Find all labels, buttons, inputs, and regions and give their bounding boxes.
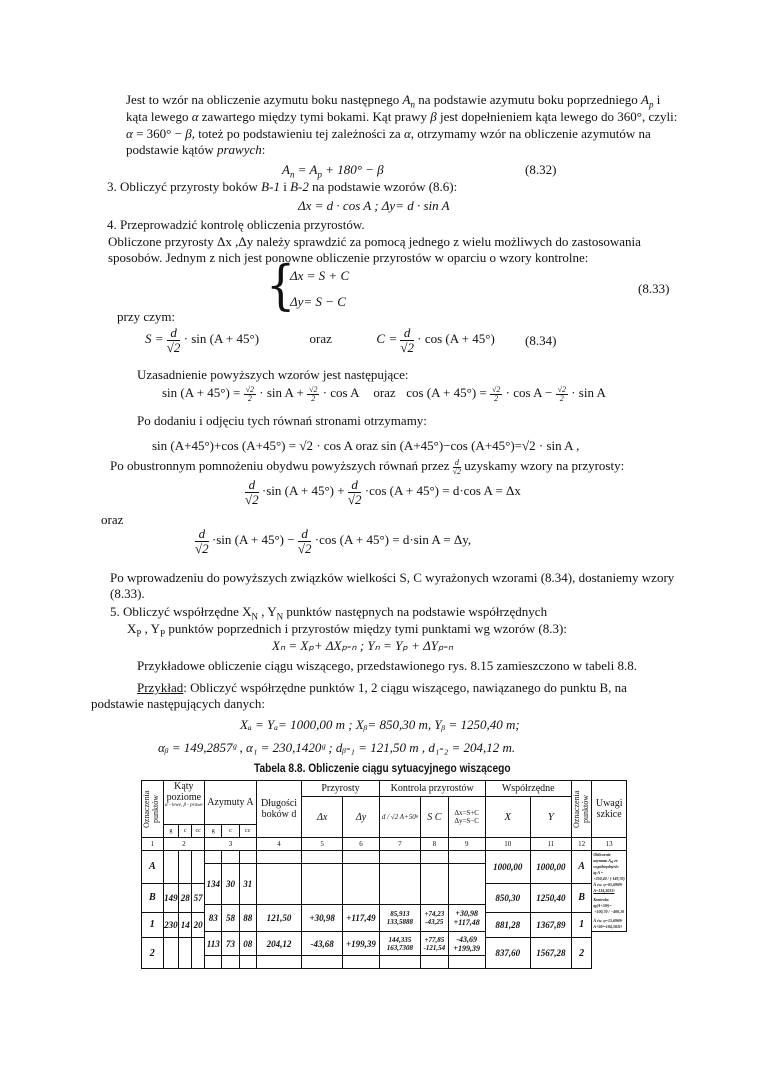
- header-notes: Uwagi szkice: [592, 781, 627, 838]
- justification: Uzasadnienie powyższych wzorów jest następujące:: [137, 367, 409, 382]
- note: A=134,3031ᵍ: [593, 888, 615, 893]
- col-num: 13: [592, 838, 627, 851]
- text: kąta lewego: [126, 109, 192, 124]
- control-line-1: Obliczone przyrosty Δx ,Δy należy sprawdzić za pomocą jednego z wielu możliwych do zastosowania: [108, 234, 641, 249]
- step-4: 4. Przeprowadzić kontrolę obliczenia przyrostów.: [107, 217, 365, 232]
- text: X: [127, 621, 137, 636]
- sym-ap-sub: p: [648, 99, 654, 110]
- col-num: 7: [379, 838, 420, 851]
- p1-x: 881,28: [485, 912, 530, 938]
- val: -43,25: [425, 918, 444, 926]
- text: na podstawie azymutu boku poprzedniego: [414, 92, 641, 107]
- sym-an-sub: n: [410, 99, 415, 110]
- b-ang-g: 149: [163, 883, 179, 912]
- eq-part: oraz: [373, 385, 396, 400]
- a-y: 1000,00: [530, 851, 571, 884]
- header-dx: Δx: [302, 797, 343, 838]
- text-italic: prawych: [216, 142, 262, 157]
- text: = 360° −: [132, 126, 186, 141]
- equation-8-34: [145, 324, 495, 355]
- sym-alpha: α: [403, 126, 411, 141]
- note: Obliczenie azymutu Aₐᵦ ze współrzędnych:: [593, 852, 619, 869]
- text: , toteż po podstawieniu tej zależności za: [191, 126, 404, 141]
- header-ctrl-3: Δx=S+C Δy=S−C: [448, 797, 485, 838]
- frac-num: √2: [245, 384, 255, 394]
- after-adding: Po dodaniu i odjęciu tych równań stronami otrzymamy:: [137, 413, 427, 428]
- note: +100,70 / −400,10: [594, 909, 625, 914]
- col-num: 9: [448, 838, 485, 851]
- val: -121,54: [423, 943, 446, 952]
- eq-part: A: [282, 162, 290, 177]
- header-length: Długości boków d: [256, 781, 301, 838]
- note: tg A =: [593, 870, 604, 875]
- eq-number: (8.33): [638, 281, 670, 296]
- note: Ā ćw. φ=65,6969ᵍ: [593, 882, 623, 887]
- eq-part: · sin A: [571, 385, 606, 400]
- val: +30,98: [455, 909, 478, 918]
- b1-az-cc: 88: [239, 905, 256, 932]
- point-1: 1: [142, 912, 164, 938]
- multiply-line: [110, 455, 624, 477]
- col-num: 8: [420, 838, 448, 851]
- frac-num: √2: [309, 384, 318, 394]
- text: punktów poprzednich i przyrostów między tymi punktami wg wzorów (8.3):: [165, 621, 567, 636]
- col-num: 3: [205, 838, 257, 851]
- intro-line-2: [126, 109, 677, 124]
- 12-ctrl-3: [448, 932, 485, 956]
- after-intro-2: (8.33).: [110, 586, 145, 601]
- eq-833-row2: Δy= S − C: [290, 294, 346, 309]
- b-ang-c: 28: [179, 883, 192, 912]
- 12-dx: -43,68: [302, 932, 343, 956]
- frac-num: d: [453, 459, 461, 468]
- eq-part: C =: [376, 331, 398, 346]
- text: Jest to wzór na obliczenie azymutu boku następnego: [126, 92, 403, 107]
- frac-den: √2: [245, 491, 259, 507]
- 12-az-cc: 08: [239, 932, 256, 956]
- example-line-2: podstawie następujących danych:: [91, 696, 265, 711]
- col-num: 6: [343, 838, 380, 851]
- point-a: A: [142, 851, 164, 884]
- text: , Y: [258, 604, 277, 619]
- frac-den: √2: [297, 540, 312, 556]
- p1-ang-g: 230: [163, 912, 179, 938]
- example-intro: Przykładowe obliczenie ciągu wiszącego, przedstawionego rys. 8.15 zamieszczono w tabeli 8.8.: [137, 658, 637, 673]
- val: 85,913: [390, 910, 410, 918]
- ab-az-cc: 31: [239, 864, 256, 905]
- equation-dx: [245, 475, 521, 507]
- frac-den: √2: [452, 466, 462, 476]
- eq-part: ·sin (A + 45°) −: [211, 532, 298, 547]
- equation-sum: sin (A+45°)+cos (A+45°) = √2 · cos A oraz sin (A+45°)−cos (A+45°)=√2 · sin A ,: [152, 438, 580, 453]
- header-y: Y: [530, 797, 571, 838]
- eq-part: ·cos (A + 45°) = d·cos A = Δx: [364, 483, 521, 498]
- frac-num: √2: [557, 384, 566, 394]
- b1-ctrl-1: [379, 905, 420, 932]
- val: +74,23: [424, 910, 445, 918]
- eq-part: sin (A + 45°) =: [162, 385, 244, 400]
- control-line-2: sposobów. Jednym z nich jest ponowne obliczenie przyrostów w oparciu o wzory kontrolne:: [108, 250, 589, 265]
- note: Ā ćw. φ=15,6969ᵍ: [593, 918, 623, 923]
- text: :: [261, 142, 266, 157]
- b1-d: 121,50: [256, 905, 301, 932]
- point-1-2: 1: [571, 912, 592, 938]
- col-num: 2: [163, 838, 205, 851]
- eq-part: · cos A: [322, 385, 359, 400]
- frac-den: 2: [247, 393, 252, 403]
- unit: cc: [239, 825, 256, 838]
- b-y: 1250,40: [530, 883, 571, 912]
- notes-cell: [592, 851, 627, 932]
- sub: P: [160, 628, 166, 639]
- sym-ap: A: [640, 92, 649, 107]
- sym-beta: β: [430, 109, 437, 124]
- header-x: X: [485, 797, 530, 838]
- val: +117,48: [453, 918, 480, 927]
- text: Po obustronnym pomnożeniu obydwu powyższych równań przez: [110, 458, 453, 473]
- text: na podstawie wzorów (8.6):: [308, 179, 458, 194]
- frac-num: d: [245, 478, 259, 493]
- equation-8-6: Δx = d · cos A ; Δy= d · sin A: [298, 198, 450, 213]
- val: 133,5888: [386, 918, 413, 926]
- p2-x: 837,60: [485, 938, 530, 969]
- header-point: Oznaczenia punktów: [142, 790, 160, 828]
- b1-az-g: 83: [205, 905, 222, 932]
- val: 144,335: [388, 935, 412, 944]
- header-point-2: Oznaczenia punktów: [571, 790, 590, 828]
- eq-sub: p: [317, 169, 322, 180]
- 12-az-c: 73: [222, 932, 239, 956]
- point-b-2: B: [571, 883, 592, 912]
- text: jest dopełnieniem kąta lewego do 360°, czyli:: [436, 109, 678, 124]
- header-angles-sub: α - lewe, β - prawe: [165, 803, 203, 808]
- text-italic: B-2: [290, 179, 309, 194]
- p1-ang-cc: 20: [192, 912, 205, 938]
- eq-part: · sin (A + 45°): [183, 331, 260, 346]
- frac-den: √2: [195, 540, 209, 556]
- header-coords: Współrzędne: [485, 781, 571, 797]
- example-label: Przykład: [137, 680, 184, 695]
- text: uzyskamy wzory na przyrosty:: [464, 458, 625, 473]
- text: 3. Obliczyć przyrosty boków: [107, 179, 262, 194]
- equation-trig: [162, 380, 606, 406]
- header-increments: Przyrosty: [302, 781, 380, 797]
- eq-part: = A: [294, 162, 318, 177]
- point-b: B: [142, 883, 164, 912]
- text-italic: B-1: [261, 179, 280, 194]
- b1-ctrl-3: [448, 905, 485, 932]
- b-ang-cc: 57: [192, 883, 205, 912]
- intro-line-4: [126, 142, 265, 157]
- eq-number: (8.32): [525, 162, 557, 177]
- eq-part: · sin A +: [259, 385, 308, 400]
- example-line-1: [137, 680, 627, 695]
- frac-den: √2: [166, 339, 181, 355]
- sym-alpha: α: [191, 109, 199, 124]
- data-line-1: Xₐ = Yₐ= 1000,00 m ; Xᵦ= 850,30 m, Yᵦ = 1250,40 m;: [240, 717, 520, 732]
- text: zawartego między tymi bokami. Kąt prawy: [198, 109, 431, 124]
- data-line-2: αᵦ = 149,2857ᵍ , α₁ = 230,1420ᵍ ; dᵦ-₁ = 121,50 m , d₁-₂ = 204,12 m.: [158, 740, 516, 755]
- frac-den: 2: [494, 393, 499, 403]
- p1-y: 1367,89: [530, 912, 571, 938]
- unit: c: [222, 825, 239, 838]
- col-num: 5: [302, 838, 343, 851]
- col-num: 4: [256, 838, 301, 851]
- sym-beta: β: [185, 126, 192, 141]
- header-dy: Δy: [343, 797, 380, 838]
- sub: P: [136, 628, 142, 639]
- 12-dy: +199,39: [343, 932, 380, 956]
- equation-dy: [195, 524, 471, 556]
- b1-dy: +117,49: [343, 905, 380, 932]
- eq-part: · cos A −: [505, 385, 556, 400]
- 12-ctrl-2: [420, 932, 448, 956]
- frac-num: d: [298, 527, 312, 542]
- eq-part: ·cos (A + 45°) = d·sin A = Δy,: [314, 532, 472, 547]
- b1-dx: +30,98: [302, 905, 343, 932]
- note: A+50ᵍ=184,3031ᵍ: [593, 924, 622, 929]
- unit: c: [179, 825, 192, 838]
- oraz: oraz: [101, 512, 124, 527]
- header-ctrl-2: S C: [420, 797, 448, 838]
- b1-ctrl-2: [420, 905, 448, 932]
- unit: g: [205, 825, 222, 838]
- ab-az-c: 30: [222, 864, 239, 905]
- brace: {: [266, 253, 296, 317]
- text: : Obliczyć współrzędne punktów 1, 2 ciągu wiszącego, nawiązanego do punktu B, na: [183, 680, 627, 695]
- text: podstawie kątów: [126, 142, 217, 157]
- eq-number: (8.34): [525, 333, 557, 348]
- header-azimuth: Azymuty A: [205, 781, 257, 825]
- text: , otrzymamy wzór na obliczenie azymutów na: [410, 126, 651, 141]
- header-control: Kontrola przyrostów: [379, 781, 485, 797]
- text: , Y: [141, 621, 161, 636]
- val: +77,85: [424, 935, 445, 944]
- sym-an: A: [402, 92, 411, 107]
- point-a-2: A: [571, 851, 592, 884]
- przy-czym: przy czym:: [117, 309, 176, 324]
- eq-part: + 180° − β: [321, 162, 384, 177]
- col-num: 12: [571, 838, 592, 851]
- header-angles: Kąty poziome: [166, 781, 202, 803]
- text: 5. Obliczyć współrzędne X: [110, 604, 252, 619]
- val: 163,7308: [386, 943, 413, 952]
- val: +199,39: [453, 943, 480, 953]
- table-8-8: [141, 780, 627, 969]
- sub: N: [276, 611, 284, 622]
- col-num: 11: [530, 838, 571, 851]
- frac-num: d: [400, 326, 414, 341]
- 12-ctrl-1: [379, 932, 420, 956]
- frac-den: √2: [347, 491, 362, 507]
- frac-num: d: [348, 478, 362, 493]
- b1-az-c: 58: [222, 905, 239, 932]
- equation-8-3: Xₙ = Xₚ+ ΔXₚ-ₙ ; Yₙ = Yₚ + ΔYₚ-ₙ: [272, 638, 454, 653]
- intro-line-3: [126, 126, 651, 141]
- note: tg(A+50ᵍ)=: [593, 903, 612, 908]
- frac-den: 2: [311, 393, 316, 403]
- unit: cc: [192, 825, 205, 838]
- text: i: [279, 179, 291, 194]
- p2-y: 1567,28: [530, 938, 571, 969]
- frac-num: d: [195, 527, 209, 542]
- p1-ang-c: 14: [179, 912, 192, 938]
- sym-alpha: α: [126, 126, 133, 141]
- ab-az-g: 134: [205, 864, 222, 905]
- b-x: 850,30: [485, 883, 530, 912]
- col-num: 1: [142, 838, 164, 851]
- header-ctrl-1: d / √2 A+50ᵍ: [379, 797, 420, 838]
- point-2-2: 2: [571, 938, 592, 969]
- a-x: 1000,00: [485, 851, 530, 884]
- eq-part: oraz: [309, 331, 332, 346]
- table-title: Tabela 8.8. Obliczenie ciągu sytuacyjnego wiszącego: [254, 761, 511, 775]
- 12-d: 204,12: [256, 932, 301, 956]
- eq-sub: n: [289, 169, 295, 180]
- frac-num: d: [167, 326, 181, 341]
- frac-num: √2: [491, 384, 501, 394]
- frac-den: 2: [559, 393, 564, 403]
- eq-part: · cos (A + 45°): [417, 331, 495, 346]
- text: punktów następnych na podstawie współrzędnych: [283, 604, 548, 619]
- col-num: 10: [485, 838, 530, 851]
- note: +250,40 / (-149,70): [593, 876, 625, 881]
- eq-833-row1: Δx = S + C: [290, 268, 350, 283]
- eq-part: cos (A + 45°) =: [406, 385, 490, 400]
- text: i: [653, 92, 661, 107]
- frac-den: √2: [400, 339, 414, 355]
- step-3: [107, 179, 457, 194]
- note: Kontrola:: [593, 897, 610, 902]
- eq-part: ·sin (A + 45°) +: [261, 483, 348, 498]
- val: -43,69: [456, 934, 478, 944]
- eq-part: S =: [145, 331, 164, 346]
- 12-az-g: 113: [205, 932, 222, 956]
- sub: N: [251, 611, 259, 622]
- unit: g: [163, 825, 179, 838]
- point-2: 2: [142, 938, 164, 969]
- after-intro-1: Po wprowadzeniu do powyższych związków wielkości S, C wyrażonych wzorami (8.34), dostaniemy wzory: [110, 570, 675, 585]
